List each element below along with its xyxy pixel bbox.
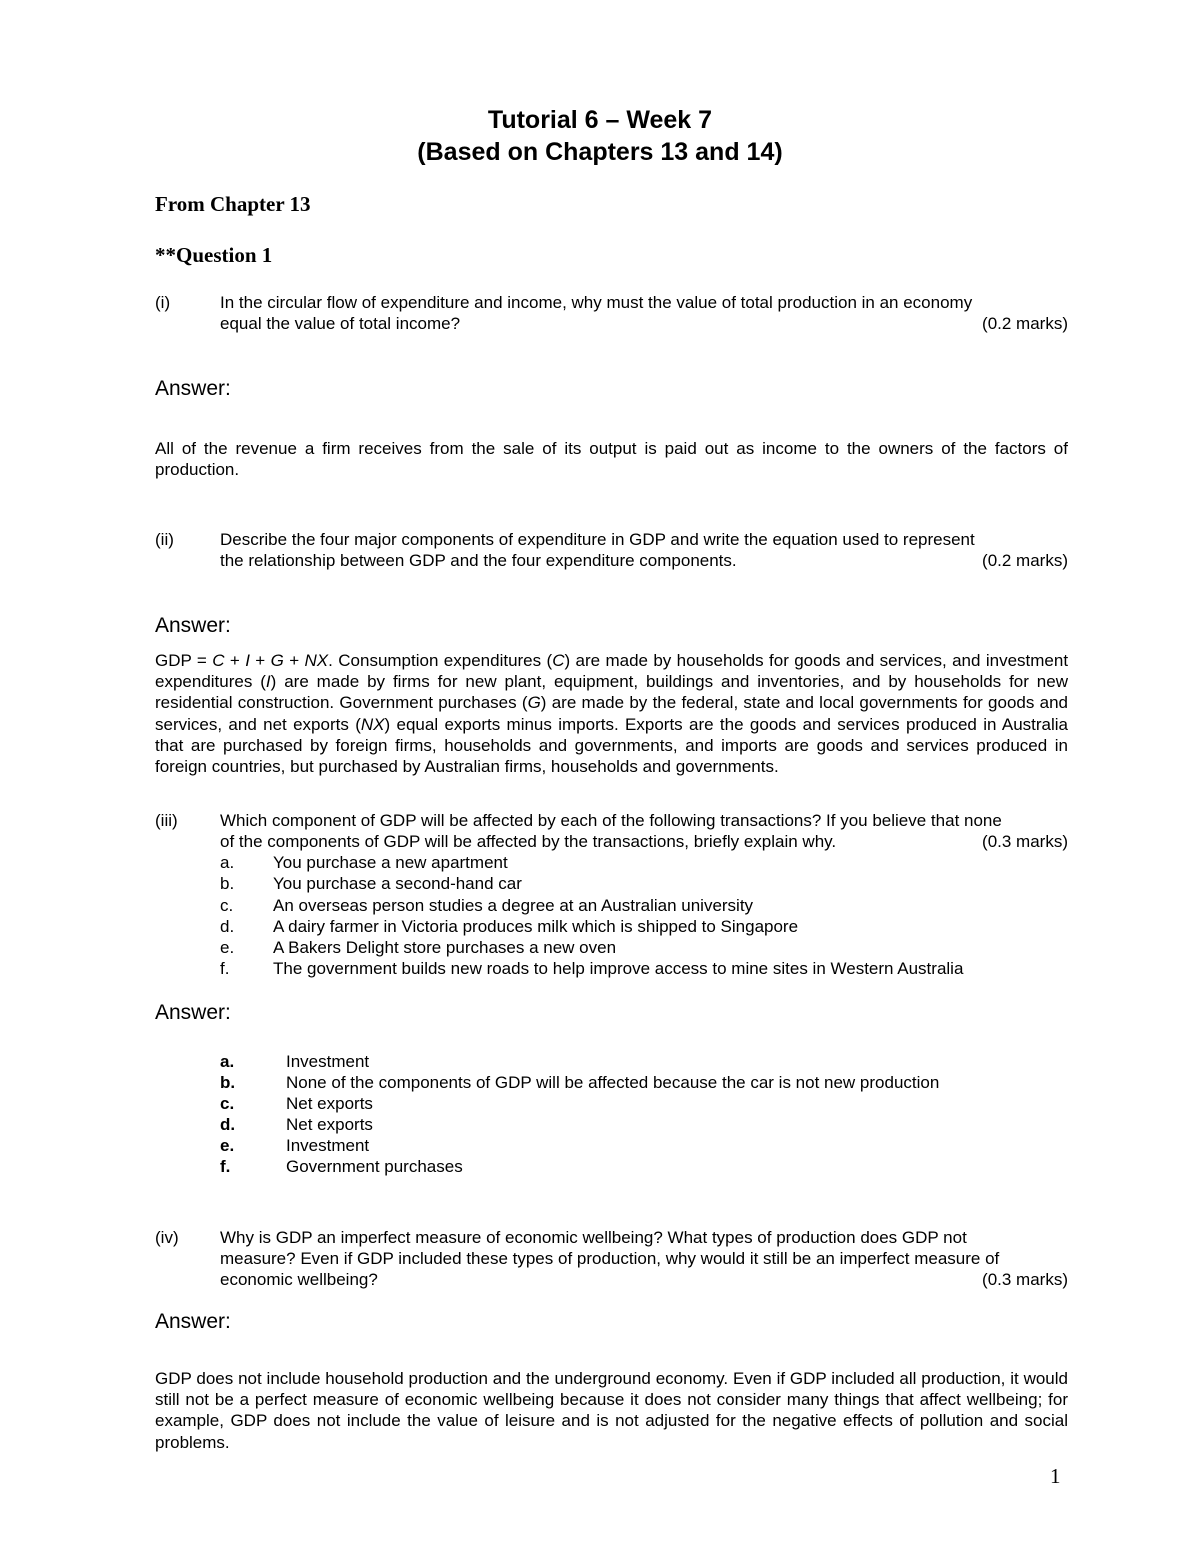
question-iv-line-3: (0.3 marks) economic wellbeing? (220, 1270, 1068, 1289)
question-iii-items (220, 852, 1068, 980)
page-number: 1 (1050, 1464, 1061, 1488)
question-i-line-1: In the circular flow of expenditure and income, why must the value of total production in an economy (220, 293, 973, 312)
section-heading: From Chapter 13 (155, 192, 311, 216)
list-item: e. Investment (220, 1136, 370, 1155)
question-ii-text (220, 529, 1068, 571)
answer-label-i: Answer: (155, 377, 231, 400)
question-iii-line-1: Which component of GDP will be affected by each of the following transactions? If you believe that none (220, 811, 1002, 830)
question-i-text (220, 292, 1068, 334)
list-item: c. Net exports (220, 1094, 373, 1113)
question-i-label: (i) (155, 293, 171, 312)
list-item: a. You purchase a new apartment (220, 853, 508, 872)
question-iii-text (220, 810, 1068, 852)
question-iv-line-1: Why is GDP an imperfect measure of economic wellbeing? What types of production does GDP not (220, 1228, 967, 1247)
list-item: a. Investment (220, 1052, 370, 1071)
question-iv-label: (iv) (155, 1228, 179, 1247)
title-line-2: (Based on Chapters 13 and 14) (417, 138, 783, 166)
list-item: d. A dairy farmer in Victoria produces milk which is shipped to Singapore (220, 916, 799, 936)
answer-label-iii: Answer: (155, 1001, 231, 1024)
list-item: e. A Bakers Delight store purchases a new oven (220, 938, 617, 958)
question-i-line-2: (0.2 marks) equal the value of total income? (220, 314, 1068, 333)
question-iv-marks: (0.3 marks) (982, 1270, 1068, 1289)
question-i-marks: (0.2 marks) (982, 314, 1068, 333)
question-iii-marks: (0.3 marks) (982, 832, 1068, 851)
answer-iv-text: GDP does not include household production and the underground economy. Even if GDP included all production, it would still not be a perfect measure of economic wellbeing because it does not consider many things that affect wellbeing; for example, GDP does not include the value of leisure and is not adjusted for the negative effects of pollution and social problems. (155, 1369, 1068, 1452)
answer-label-iv: Answer: (155, 1310, 231, 1333)
question-iv-text (220, 1227, 1068, 1290)
question-iv-line-2: measure? Even if GDP included these types of production, why would it still be an imperfect measure of (220, 1249, 1000, 1268)
question-heading: **Question 1 (155, 243, 273, 267)
question-iii-label: (iii) (155, 811, 178, 830)
question-ii-label: (ii) (155, 530, 174, 549)
title-line-1: Tutorial 6 – Week 7 (487, 106, 713, 134)
answer-ii-text: GDP = C + I + G + NX. Consumption expenditures (C) are made by households for goods and services, and investment expenditures (I) are made by firms for new plant, equipment, buildings and inventories, and by households for new residential construction. Government purchases (G) are made by the federal, state and local governments for goods and services, and net exports (NX) equal exports minus imports. Exports are the goods and services produced in Australia that are purchased by foreign firms, households and governments, and imports are goods and services produced in foreign countries, but purchased by Australian firms, households and governments. (155, 651, 1069, 777)
answer-iii-list (220, 1051, 1068, 1177)
question-ii-line-2: (0.2 marks) the relationship between GDP and the four expenditure components. (220, 551, 1068, 570)
list-item: b. None of the components of GDP will be affected because the car is not new production (220, 1073, 940, 1092)
list-item: f. Government purchases (220, 1157, 463, 1176)
question-iii-line-2: (0.3 marks) of the components of GDP will be affected by the transactions, briefly explain why. (220, 832, 1068, 851)
list-item: f. The government builds new roads to help improve access to mine sites in Western Australia (220, 959, 964, 979)
question-ii-marks: (0.2 marks) (982, 551, 1068, 570)
list-item: b. You purchase a second-hand car (220, 874, 522, 894)
question-ii-line-1: Describe the four major components of expenditure in GDP and write the equation used to represent (220, 530, 975, 549)
list-item: d. Net exports (220, 1115, 373, 1134)
answer-i-text: All of the revenue a firm receives from the sale of its output is paid out as income to the owners of the factors of production. (155, 439, 1068, 480)
list-item: c. An overseas person studies a degree at an Australian university (220, 895, 754, 915)
answer-label-ii: Answer: (155, 614, 231, 637)
